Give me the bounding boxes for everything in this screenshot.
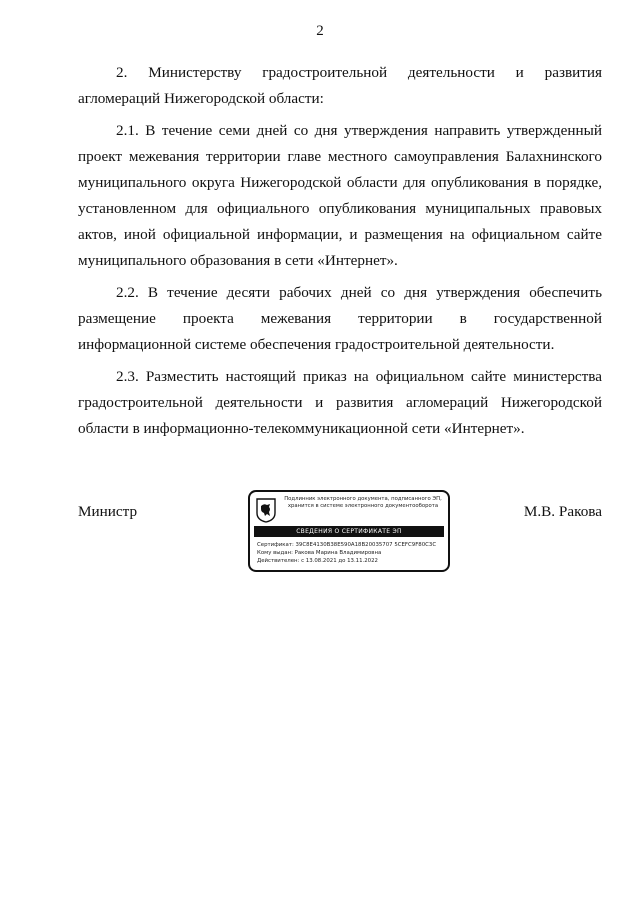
page-number: 2 <box>316 23 324 39</box>
paragraph-2-2: 2.2. В течение десяти рабочих дней со дня утверждения обеспечить размещение проекта межевания территории в государственной информационной системе обеспечения градостроительной деятельности. <box>78 284 602 353</box>
stamp-header: СВЕДЕНИЯ О СЕРТИФИКАТЕ ЭП <box>254 526 444 537</box>
signatory-name: М.В. Ракова <box>523 503 602 520</box>
electronic-signature-stamp <box>248 490 450 572</box>
certificate-owner: Кому выдан: Ракова Марина Владимировна <box>257 550 382 556</box>
signature-block <box>78 490 602 576</box>
signatory-title: Министр <box>78 503 138 520</box>
stamp-note-line-2: хранится в системе электронного документооборота <box>287 503 439 509</box>
certificate-details <box>257 541 445 565</box>
stamp-note <box>280 496 446 510</box>
stamp-note-line-1: Подлинник электронного документа, подписанного ЭП, <box>284 496 442 502</box>
document-body <box>78 60 602 448</box>
paragraph-2-1: 2.1. В течение семи дней со дня утверждения направить утвержденный проект межевания территории главе местного самоуправления Балахнинского муниципального округа Нижегородской области для опубликования в порядке, установленном для официального опубликования муниципальных правовых актов, иной официальной информации, и размещения на официальном сайте муниципального образования в сети «Интернет». <box>78 122 602 269</box>
paragraph-2: 2. Министерству градостроительной деятельности и развития агломераций Нижегородской области: <box>78 64 602 107</box>
certificate-serial: Сертификат: 39C8E4130B38E590A18B20035707 5CEFC9F80C3C <box>257 542 437 548</box>
paragraph-2-3: 2.3. Разместить настоящий приказ на официальном сайте министерства градостроительной деятельности и развития агломераций Нижегородской области в информационно-телекоммуникационной сети «Интернет». <box>78 368 602 437</box>
certificate-validity: Действителен: с 13.08.2021 до 13.11.2022 <box>257 558 378 564</box>
coat-of-arms-icon <box>256 498 276 523</box>
